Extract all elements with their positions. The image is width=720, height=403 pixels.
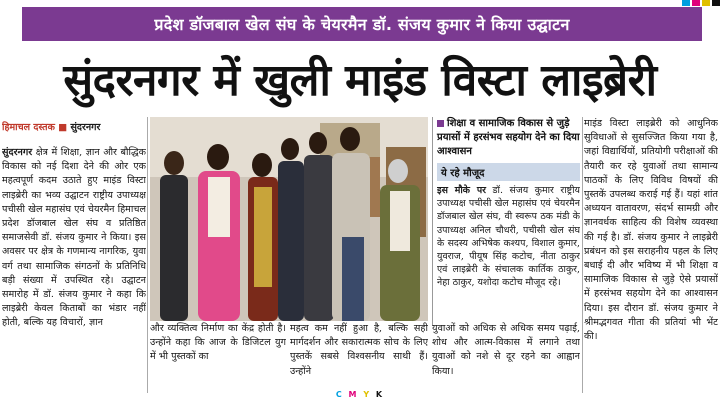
cmyk-c: C xyxy=(335,390,344,399)
article-column-4 xyxy=(432,322,580,390)
dateline-place: सुंदरनगर xyxy=(70,122,101,133)
black-swatch xyxy=(712,0,720,6)
article-column-1-end xyxy=(2,318,146,390)
main-headline: सुंदरनगर में खुली माइंड विस्टा लाइब्रेरी xyxy=(63,55,657,106)
registration-strip xyxy=(0,0,720,6)
yellow-swatch xyxy=(702,0,710,6)
box-body xyxy=(437,184,580,300)
cmyk-m: M xyxy=(348,390,359,399)
bullet-square-icon xyxy=(437,120,444,127)
cmyk-y: Y xyxy=(363,390,372,399)
print-registration-mark xyxy=(320,390,400,402)
news-photo xyxy=(150,117,428,321)
column-divider xyxy=(147,117,148,393)
column-divider xyxy=(582,117,583,393)
column-5-text: माइंड विस्टा लाइब्रेरी को आधुनिक सुविधाओं से सुसज्जित किया गया है, जहां विद्यार्थियों, प्रतियोगी परीक्षाओं की तैयारी कर रहे युवाओं तथा सामान्य पाठकों के लिए विविध विषयों की पुस्तकें उपलब्ध कराई गई हैं। यहां शांत अध्ययन वातावरण, संदर्भ सामग्री और ज्ञानवर्धक साहित्य की विशेष व्यवस्था की गई है। डॉ. संजय कुमार ने लाइब्रेरी प्रबंधन को इस सराहनीय पहल के लिए बधाई दी और भविष्य में भी शिक्षा व सामाजिक विकास से जुड़े ऐसे प्रयासों में हरसंभव सहयोग देने का आश्वासन दिया। इस दौरान डॉ. संजय कुमार ने श्रीमद्भगवत गीता की प्रतियां भी भेंट की। xyxy=(584,118,718,343)
column-2-text: और व्यक्तित्व निर्माण का केंद्र होती है। उन्होंने कहा कि आज के डिजिटल युग में भी पुस्तकों का xyxy=(150,323,286,363)
column-3-text: महत्व कम नहीं हुआ है, बल्कि सही मार्गदर्शन और सकारात्मक सोच के लिए पुस्तकें सबसे विश्वसनीय साथी हैं। उन्होंने xyxy=(290,323,428,377)
article-column-1 xyxy=(2,146,146,330)
kicker-text: प्रदेश डॉजबाल खेल संघ के चेयरमैन डॉ. संजय कुमार ने किया उद्घाटन xyxy=(154,15,570,34)
cyan-swatch xyxy=(682,0,690,6)
box-subtitle: ये रहे मौजूद xyxy=(437,163,580,181)
kicker-banner xyxy=(22,7,702,41)
box-text: डॉ. संजय कुमार राष्ट्रीय उपाध्यक्ष पचीसी खेल महासंघ एवं चेयरमैन डॉजबाल खेल संघ, वी स्वरूप ठक मंडी के उपाध्यक्ष अनिल चौधरी, पचीसी खेल संघ के सदस्य अभिषेक कश्यप, विशाल कुमार, युवराज, पीयूष सिंह कटोच, नीता ठाकुर एवं लाइब्रेरी के संचालक कार्तिक ठाकुर, नेहा ठाकुर, यशोदा कटोच मौजूद रहे। xyxy=(437,185,580,289)
article-column-5 xyxy=(584,117,718,393)
column-1-text: क्षेत्र में शिक्षा, ज्ञान और बौद्धिक विकास को नई दिशा देने की ओर एक महत्वपूर्ण कदम उठाते हुए माइंड विस्टा लाइब्रेरी का भव्य उद्घाटन राष्ट्रीय उपाध्यक्ष पचीसी खेल महासंघ एवं चेयरमैन हिमाचल प्रदेश डॉजबाल खेल संघ व प्रतिष्ठित समाजसेवी डॉ. संजय कुमार ने किया। इस अवसर पर क्षेत्र के गणमान्य नागरिक, युवा वर्ग तथा सामाजिक संगठनों के प्रतिनिधि बड़ी संख्या में उपस्थित रहे। उद्घाटन समारोह में डॉ. संजय कुमार ने कहा कि लाइब्रेरी केवल किताबों का भंडार नहीं होती, बल्कि यह विचारों, ज्ञान xyxy=(2,147,146,329)
box-lead: इस मौके पर xyxy=(437,185,486,196)
article-column-3 xyxy=(290,322,428,390)
dateline-source: हिमाचल दस्तक xyxy=(2,122,55,133)
article-column-2 xyxy=(150,322,286,390)
sidebar-box xyxy=(432,117,580,325)
cmyk-k: K xyxy=(375,390,385,399)
dateline xyxy=(2,120,146,134)
box-title-text: शिक्षा व सामाजिक विकास से जुड़े प्रयासों में हरसंभव सहयोग देने का दिया आश्वासन xyxy=(437,118,580,157)
box-title xyxy=(437,117,580,159)
group-photo-illustration xyxy=(150,117,428,321)
lead-word: सुंदरनगर xyxy=(2,147,33,158)
dateline-separator: ■ xyxy=(58,122,71,133)
column-4-text: युवाओं को अधिक से अधिक समय पढ़ाई, शोध और आत्म-विकास में लगाने तथा युवाओं को नशे से दूर रहने का आह्वान किया। xyxy=(432,323,580,377)
magenta-swatch xyxy=(692,0,700,6)
